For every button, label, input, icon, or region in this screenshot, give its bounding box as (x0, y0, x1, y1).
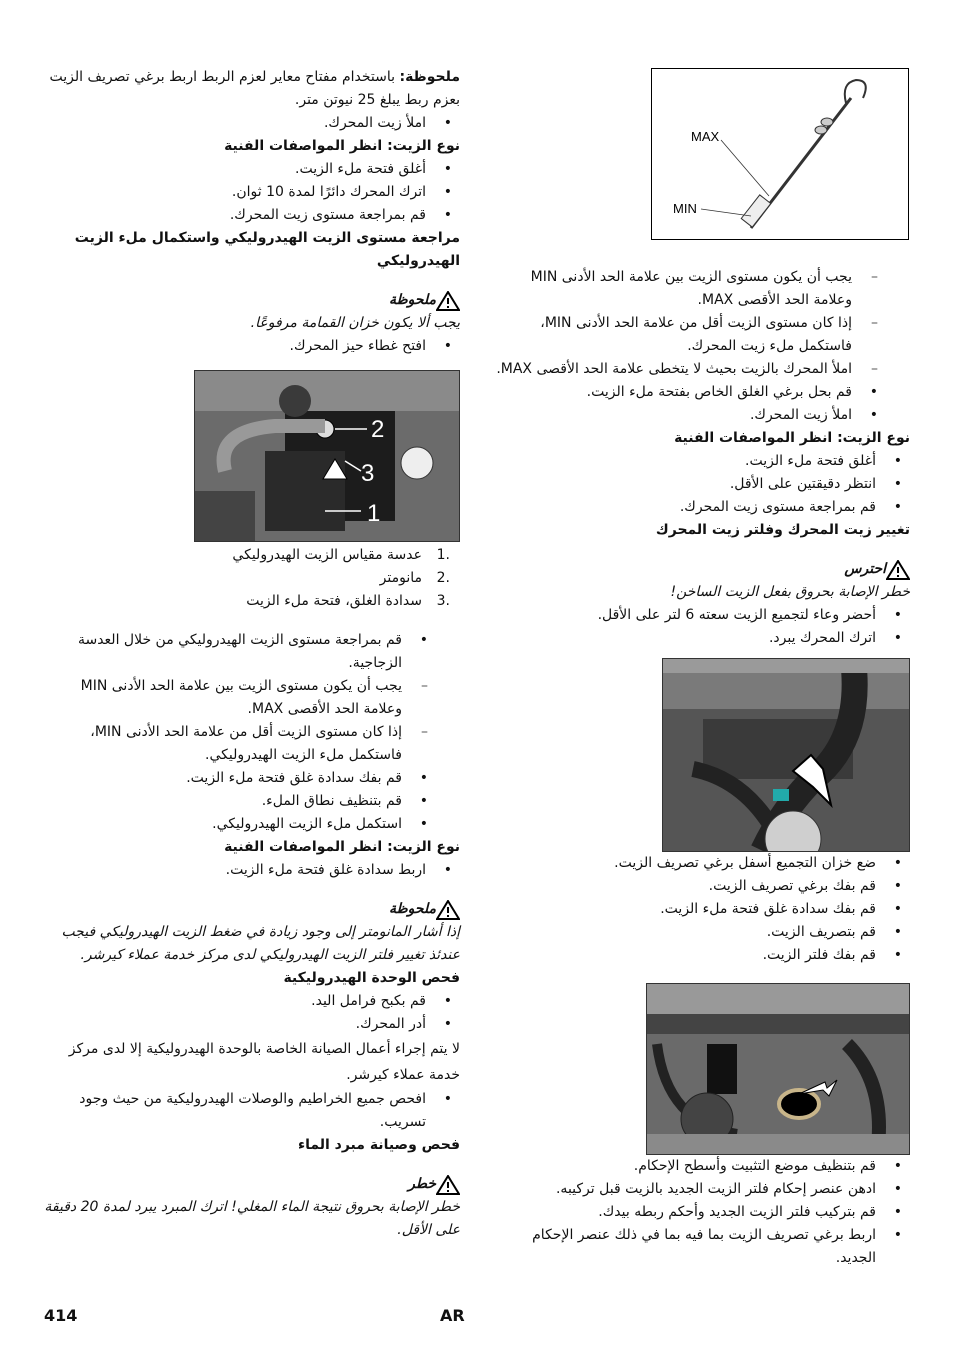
list-item: – يجب أن يكون مستوى الزيت بين علامة الحد الأدنى MIN وعلامة الحد الأقصى MAX. (44, 675, 436, 721)
list-item: – املأ المحرك بالزيت بحيث لا يتخطى علامة الحد الأقصى MAX. (496, 358, 886, 381)
list-item: – إذا كان مستوى الزيت أقل من علامة الحد الأدنى MIN، فاستكمل ملء الزيت الهيدروليكي. (44, 721, 436, 767)
note-text: إذا أشار المانومتر إلى وجود زيادة في ضغط الزيت الهيدروليكي فيجب عندئذ تغيير فلتر الزيت الهيدروليكي لدى مركز خدمة عملاء كيرشر. (61, 924, 460, 963)
list-item: • ضع خزان التجميع أسفل برغي تصريف الزيت. (496, 852, 910, 875)
danger-heading: خطر (44, 1173, 460, 1196)
left-column (44, 66, 460, 1242)
list-item: • اترك المحرك دائرًا لمدة 10 ثوان. (44, 181, 460, 204)
list-item: • قم بتصريف الزيت. (496, 921, 910, 944)
legend-item: 1. عدسة مقياس الزيت الهيدروليكي (232, 547, 450, 563)
list-item: • اربط برغي تصريف الزيت بما فيه بما في ذلك عنصر الإحكام الجديد. (496, 1224, 910, 1270)
photo-label-1: 1 (367, 500, 381, 527)
list-item: • قم بفك فلتر الزيت. (496, 944, 910, 967)
oil-type-label: نوع الزيت: انظر المواصفات الفنية (224, 839, 460, 855)
caution-text: خطر الإصابة بحروق بفعل الزيت الساخن! (670, 584, 910, 600)
warning-triangle-icon (436, 1175, 460, 1195)
language-code: AR (440, 1306, 465, 1325)
list-item: • ادهن عنصر إحكام فلتر الزيت الجديد بالزيت قبل تركيبه. (496, 1178, 910, 1201)
list-item: • اربط سدادة غلق فتحة ملء الزيت. (44, 859, 460, 882)
oil-type-label: نوع الزيت: انظر المواصفات الفنية (224, 138, 460, 154)
note-heading: ملحوظة (44, 898, 460, 921)
photo-label-3: 3 (361, 460, 375, 487)
list-item: • أغلق فتحة ملء الزيت. (44, 158, 460, 181)
drain-plug-photo (662, 658, 910, 852)
list-item: • قم بمراجعة مستوى زيت المحرك. (44, 204, 460, 227)
list-item: • قم بتركيب فلتر الزيت الجديد وأحكم ربطه بيدك. (496, 1201, 910, 1224)
list-item: • قم بفك برغي تصريف الزيت. (496, 875, 910, 898)
note-torque: ملحوظة: باستخدام مفتاح معاير لعزم الربط اربط برغي تصريف الزيت بعزم ربط يبلغ 25 نيوتن متر. (49, 69, 460, 108)
list-item: • قم بمراجعة مستوى زيت المحرك. (496, 496, 910, 519)
dipstick-max-label: MAX (691, 129, 720, 144)
page-number: 414 (44, 1306, 78, 1325)
list-item: • قم بحل برغي الغلق الخاص بفتحة ملء الزيت. (496, 381, 886, 404)
legend-item: 3. سدادة الغلق، فتحة ملء الزيت (246, 593, 450, 609)
section-heading-cooler: فحص وصيانة مبرد الماء (297, 1137, 460, 1153)
section-heading-oil-change: تغيير زيت المحرك وفلتر زيت المحرك (655, 522, 910, 538)
bullet-list (496, 852, 910, 967)
bullet-list (496, 1155, 910, 1270)
warning-triangle-icon (886, 560, 910, 580)
note-text: يجب ألا يكون خزان القمامة مرفوعًا. (250, 315, 460, 331)
list-item: • انتظر دقيقتين على الأقل. (496, 473, 910, 496)
bullet-list (44, 335, 460, 358)
list-item: • أغلق فتحة ملء الزيت. (496, 450, 910, 473)
bullet-list (44, 112, 460, 135)
warning-triangle-icon (436, 291, 460, 311)
section-heading-hydraulic: مراجعة مستوى الزيت الهيدروليكي واستكمال ملء الزيت الهيدروليكي (74, 230, 460, 269)
list-item: – إذا كان مستوى الزيت أقل من علامة الحد الأدنى MIN، فاستكمل ملء زيت المحرك. (496, 312, 886, 358)
bullet-list (44, 1088, 460, 1134)
list-item: • أدر المحرك. (44, 1013, 460, 1036)
list-item: • افتح غطاء حيز المحرك. (44, 335, 460, 358)
oil-filter-photo (646, 983, 910, 1155)
section-heading-unit: فحص الوحدة الهيدروليكية (283, 970, 460, 986)
bullet-list (44, 629, 436, 836)
oil-type-label: نوع الزيت: انظر المواصفات الفنية (674, 430, 910, 446)
dipstick-figure (651, 68, 909, 240)
list-item: • اترك المحرك يبرد. (496, 627, 910, 650)
list-item: – يجب أن يكون مستوى الزيت بين علامة الحد الأدنى MIN وعلامة الحد الأقصى MAX. (496, 266, 886, 312)
hydraulic-tank-photo (194, 370, 460, 542)
list-item: • قم بتنظيف موضع التثبيت وأسطح الإحكام. (496, 1155, 910, 1178)
danger-text: خطر الإصابة بحروق نتيجة الماء المغلي! اترك المبرد يبرد لمدة 20 دقيقة على الأقل. (44, 1199, 460, 1238)
list-item: • قم بفك سدادة غلق فتحة ملء الزيت. (44, 767, 436, 790)
bullet-list (496, 450, 910, 519)
legend-list (44, 544, 456, 613)
bullet-list (44, 990, 460, 1036)
dipstick-min-label: MIN (673, 201, 697, 216)
photo-label-2: 2 (371, 416, 385, 443)
list-item: • املأ زيت المحرك. (496, 404, 886, 427)
service-paragraph: لا يتم إجراء أعمال الصيانة الخاصة بالوحدة الهيدروليكية إلا لدى مركز خدمة عملاء كيرشر. (68, 1041, 460, 1083)
note-heading: ملحوظة (44, 289, 460, 312)
list-item: • قم بمراجعة مستوى الزيت الهيدروليكي من خلال العدسة الزجاجية. (44, 629, 436, 675)
list-item: • أحضر وعاء لتجميع الزيت سعته 6 لتر على الأقل. (496, 604, 910, 627)
legend-item: 2. مانومتر (379, 570, 450, 586)
caution-heading: احترس (496, 558, 910, 581)
right-column (496, 266, 910, 1270)
list-item: • افحص جميع الخراطيم والوصلات الهيدروليكية من حيث وجود تسريب. (44, 1088, 460, 1134)
warning-triangle-icon (436, 900, 460, 920)
bullet-list (44, 859, 460, 882)
list-item: • املأ زيت المحرك. (44, 112, 460, 135)
bullet-list (44, 158, 460, 227)
list-item: • قم بكبح فرامل اليد. (44, 990, 460, 1013)
list-item: • قم بفك سدادة غلق فتحة ملء الزيت. (496, 898, 910, 921)
bullet-list (496, 266, 886, 427)
list-item: • استكمل ملء الزيت الهيدروليكي. (44, 813, 436, 836)
bullet-list (496, 604, 910, 650)
list-item: • قم بتنظيف نطاق الملء. (44, 790, 436, 813)
